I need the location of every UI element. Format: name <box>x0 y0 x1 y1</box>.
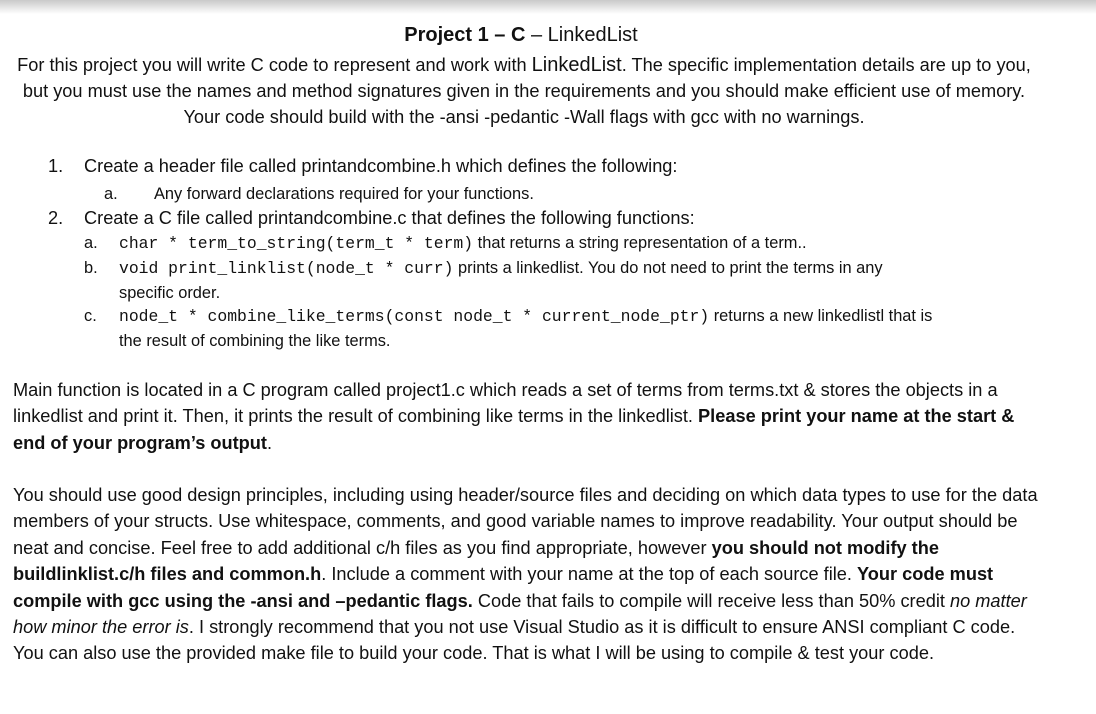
design-text-1: You should use good design principles, including using header/source files and deciding on which data types to use for the data members of your structs. Use whitespace, comments, and good variable names to improve readability. Your output should be neat and concise. Feel free to add additional c/h files as you find appropriate, however <box>13 485 1038 558</box>
requirement-number: 2. <box>48 208 64 228</box>
title-name: LinkedList <box>547 24 638 46</box>
intro-paragraph <box>10 52 1038 131</box>
main-text-end: . <box>266 432 273 453</box>
sub-letter: b. <box>84 259 98 277</box>
requirement-text: Create a header file called printandcombine.h which defines the following: <box>84 156 678 176</box>
sub-text-continued: the result of combining the like terms. <box>119 332 391 350</box>
design-text-4: . I strongly recommend that you not use Visual Studio as it is difficult to ensure ANSI compliant C code. You can also use the provided make file to build your code. That is what I will be using to compile & test your code. <box>13 617 1016 664</box>
sub-letter: a. <box>104 185 118 203</box>
requirement-text: Create a C file called printandcombine.c that defines the following functions: <box>84 208 695 228</box>
sub-text: returns a new linkedlistl that is <box>709 307 933 325</box>
intro-text-2: . The specific implementation details are up to you, but you must use the names and method signatures given in the requirements and you should make efficient use of memory. Your code should build with the -ansi -pedantic -Wall flags with gcc with no warnings. <box>22 55 1031 128</box>
sub-text: that returns a string representation of a term.. <box>473 234 807 252</box>
main-function-paragraph <box>13 377 1043 456</box>
title-dash: – <box>525 24 548 46</box>
design-text-2: . Include a comment with your name at the top of each source file. <box>321 564 858 585</box>
requirement-number: 1. <box>48 156 64 176</box>
sub-text-continued: specific order. <box>119 284 221 302</box>
code-signature: char * term_to_string(term_t * term) <box>119 234 474 253</box>
sub-text: Any forward declarations required for your functions. <box>154 185 534 203</box>
design-text-3: Code that fails to compile will receive less than 50% credit <box>472 590 950 611</box>
design-bold-1: you should not modify the buildlinklist.c/h files and common.h <box>13 537 939 585</box>
sub-text: prints a linkedlist. You do not need to print the terms in any <box>453 259 883 277</box>
page-title <box>0 22 1042 48</box>
title-project: Project 1 – C <box>404 24 526 46</box>
code-signature: void print_linklist(node_t * curr) <box>119 259 454 278</box>
sub-letter: c. <box>84 307 97 325</box>
design-italic: no matter how minor the error is <box>13 590 1027 638</box>
intro-linkedlist: LinkedList <box>531 54 622 76</box>
design-paragraph <box>13 482 1043 667</box>
intro-text-1: For this project you will write C code to represent and work with <box>17 55 532 75</box>
code-signature: node_t * combine_like_terms(const node_t * current_node_ptr) <box>119 307 710 326</box>
main-bold-text: Please print your name at the start & end of your program’s output <box>13 406 1015 453</box>
sub-letter: a. <box>84 234 98 252</box>
main-text: Main function is located in a C program called project1.c which reads a set of terms from terms.txt & stores the objects in a linkedlist and print it. Then, it prints the result of combining like terms in the linkedlist. <box>13 380 998 427</box>
design-bold-2: Your code must compile with gcc using the -ansi and –pedantic flags. <box>13 564 994 611</box>
